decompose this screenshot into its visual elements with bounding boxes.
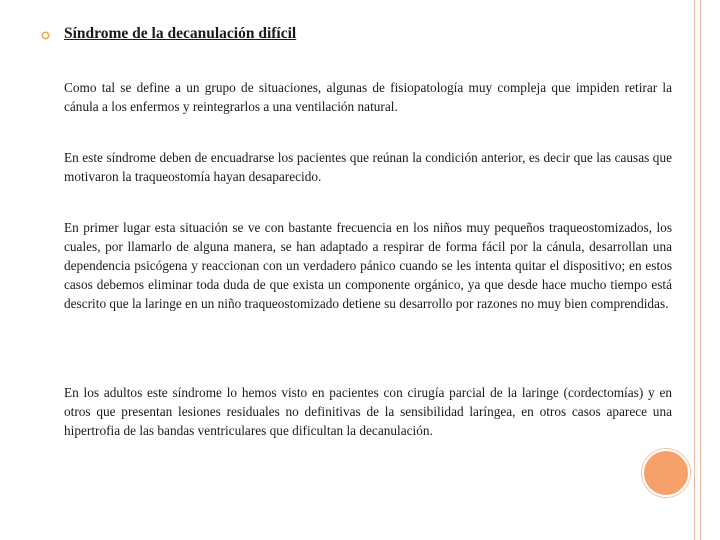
paragraph-definition: Como tal se define a un grupo de situaciones, algunas de fisiopatología muy compleja que impiden retirar la cánula a los enfermos y reintegrarlos a una ventilación natural. xyxy=(64,80,672,114)
decorative-line-left xyxy=(694,0,695,540)
paragraph-adults: En los adultos este síndrome lo hemos visto en pacientes con cirugía parcial de la laringe (cordectomías) y en otros que presentan lesiones residuales no definitivas de la sensibilidad laríngea, en otros casos aparece una hipertrofia de las bandas ventriculares que dificultan la decanulación. xyxy=(64,385,672,438)
paragraph-children: En primer lugar esta situación se ve con bastante frecuencia en los niños muy pequeños traqueostomizados, los cuales, por llamarlo de alguna manera, se han adaptado a respirar de forma fácil por la cánula, desarrollan una dependencia psicógena y reaccionan con un verdadero pánico cuando se les intenta quitar el dispositivo; en estos casos debemos eliminar toda duda de que exista un componente orgánico, ya que desde hace mucho tiempo está descrito que la laringe en un niño traqueostomizado detiene su desarrollo por razones no muy bien comprendidas. xyxy=(64,220,672,311)
ring-bullet-icon xyxy=(41,31,50,40)
decorative-line-right xyxy=(700,0,701,540)
slide-title: Síndrome de la decanulación difícil xyxy=(64,25,297,42)
orange-circle-icon xyxy=(642,449,690,497)
paragraph-condition: En este síndrome deben de encuadrarse los pacientes que reúnan la condición anterior, es decir que las causas que motivaron la traqueostomía hayan desaparecido. xyxy=(64,150,672,184)
